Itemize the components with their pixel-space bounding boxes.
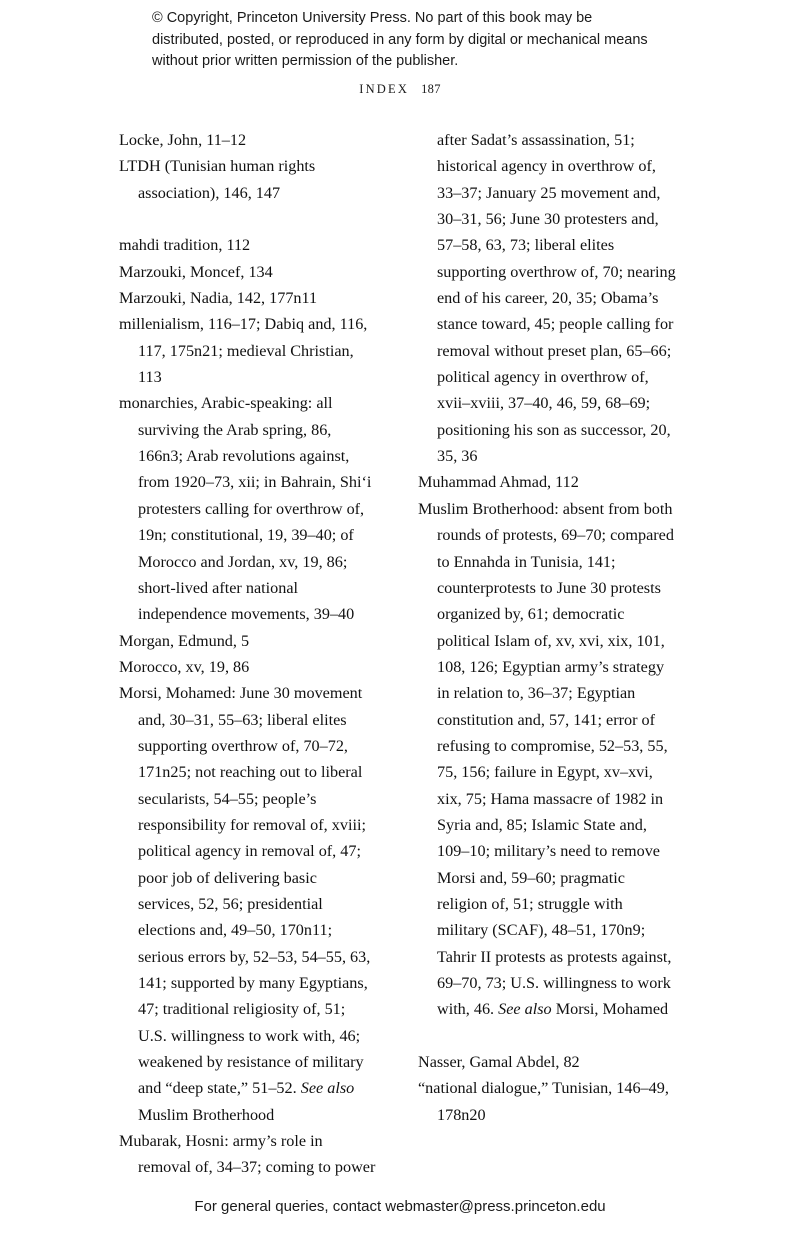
see-also-target: Muslim Brotherhood: [138, 1105, 275, 1124]
index-entry-mubarak: Mubarak, Hosni: army’s role in removal of, 34–37; coming to power: [119, 1132, 376, 1177]
copyright-notice: © Copyright, Princeton University Press. No part of this book may be distributed, posted, or reproduced in any form by digital or mechanical means without prior written permission of the publisher.: [152, 10, 648, 69]
page-number: 187: [421, 82, 441, 96]
index-column-left: [119, 127, 377, 1181]
index-entry: millenialism, 116–17; Dabiq and, 116, 117, 175n21; medieval Christian, 113: [119, 315, 368, 387]
index-entry: Muhammad Ahmad, 112: [418, 473, 579, 492]
page-footer: For general queries, contact webmaster@press.princeton.edu: [194, 1198, 606, 1215]
index-entry: LTDH (Tunisian human rights association), 146, 147: [119, 157, 316, 202]
index-body: [119, 127, 685, 1177]
index-entry: Nasser, Gamal Abdel, 82: [418, 1053, 580, 1072]
see-also-label: See also: [300, 1079, 355, 1098]
index-entry: Locke, John, 11–12: [119, 131, 247, 149]
index-entry: Marzouki, Nadia, 142, 177n11: [119, 289, 318, 308]
index-entry-text: Muslim Brotherhood: absent from both rounds of protests, 69–70; compared to Ennahda in Tunisia, 141; counterprotests to June 30 protests organized by, 61; democratic political Islam of, xv, xvi, xix, 101, 108, 126; Egyptian army’s strategy in relation to, 36–37; Egyptian constitution and, 57, 141; error of refusing to compromise, 52–53, 55, 75, 156; failure in Egypt, xv–xvi, xix, 75; Hama massacre of 1982 in Syria and, 85; Islamic State and, 109–10; military’s need to remove Morsi and, 59–60; pragmatic religion of, 51; struggle with military (SCAF), 48–51, 170n9; Tahrir II protests as protests against, 69–70, 73; U.S. willingness to work with, 46.: [418, 499, 674, 1019]
index-entry-morsi: [119, 680, 377, 1128]
index-entry: “national dialogue,” Tunisian, 146–49, 178n20: [418, 1079, 669, 1124]
index-column-right: [418, 127, 676, 1128]
index-entry: Morgan, Edmund, 5: [119, 631, 250, 650]
section-divider: [418, 1023, 676, 1049]
index-entry-text: Morsi, Mohamed: June 30 movement and, 30–31, 55–63; liberal elites supporting overthrow of, 70–72, 171n25; not reaching out to liberal secularists, 54–55; people’s responsibility for removal of, xviii; political agency in removal of, 47; poor job of delivering basic services, 52, 56; presidential elections and, 49–50, 170n11; serious errors by, 52–53, 54–55, 63, 141; supported by many Egyptians, 47; traditional religiosity of, 51; U.S. willingness to work with, 46; weakened by resistance of military and “deep state,” 51–52.: [119, 684, 371, 1098]
see-also-label: See also: [498, 1000, 552, 1019]
section-divider: [119, 206, 377, 232]
index-entry-muslim-brotherhood: [418, 496, 676, 1023]
running-head-label: INDEX: [359, 82, 410, 96]
index-entry: Marzouki, Moncef, 134: [119, 262, 273, 281]
running-head: [0, 82, 800, 97]
index-entry: Morocco, xv, 19, 86: [119, 657, 250, 676]
index-entry: monarchies, Arabic-speaking: all surviving the Arab spring, 86, 166n3; Arab revolutions against, from 1920–73, xii; in Bahrain, Shi‘i protesters calling for overthrow of, 19n; constitutional, 19, 39–40; of Morocco and Jordan, xv, 19, 86; short-lived after national independence movements, 39–40: [119, 394, 372, 624]
index-entry: mahdi tradition, 112: [119, 236, 251, 255]
see-also-target: Morsi, Mohamed: [551, 1000, 669, 1019]
index-entry-mubarak-continued: after Sadat’s assassination, 51; historical agency in overthrow of, 33–37; January 25 movement and, 30–31, 56; June 30 protesters and, 57–58, 63, 73; liberal elites supporting overthrow of, 70; nearing end of his career, 20, 35; Obama’s stance toward, 45; people calling for removal without preset plan, 65–66; political agency in overthrow of, xvii–xviii, 37–40, 46, 59, 68–69; positioning his son as successor, 20, 35, 36: [437, 131, 676, 466]
